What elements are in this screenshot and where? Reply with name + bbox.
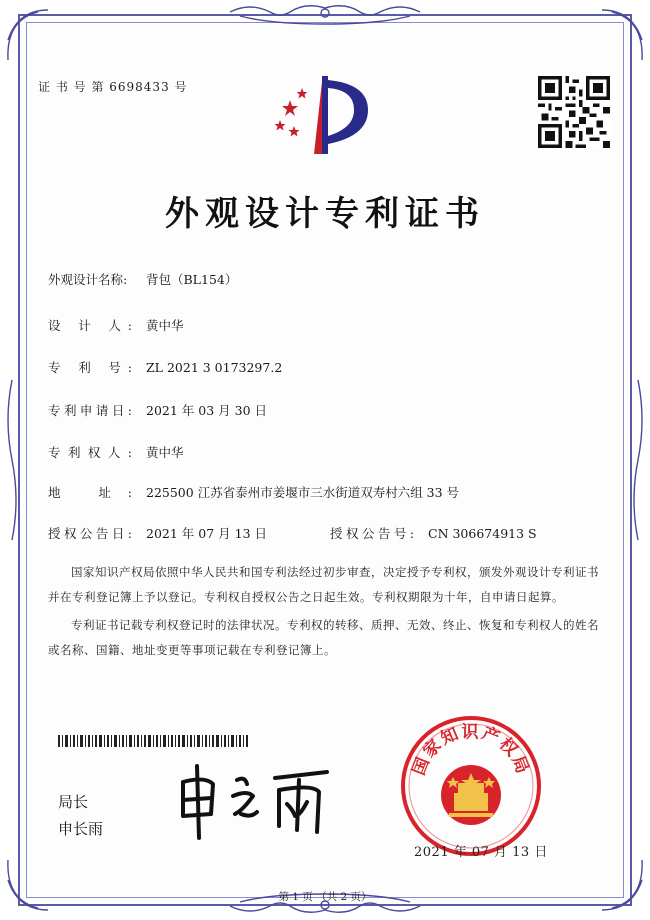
grant-date-label: 授权公告日: [48, 526, 132, 541]
filing-date-label: 专利申请日: [48, 403, 132, 418]
field-designer [48, 316, 184, 334]
cnipa-logo-icon [272, 70, 382, 154]
seal-text: 国家知识产权局 [408, 722, 534, 779]
address-label: 地 址: [48, 485, 132, 500]
signatory-title: 局长 [58, 793, 89, 811]
patentee-label: 专利权人: [48, 445, 132, 460]
field-patent-no [48, 358, 282, 376]
grant-date-value: 2021 年 07 月 13 日 [146, 526, 267, 541]
seal-date: 2021 年 07 月 13 日 [414, 845, 548, 860]
designer-value: 黄中华 [146, 318, 184, 333]
qr-code-icon [538, 76, 610, 148]
certificate-paragraph-2: 专利证书记载专利权登记时的法律状况。专利权的转移、质押、无效、终止、恢复和专利权人的姓名或名称、国籍、地址变更等事项记载在专利登记簿上。 [48, 618, 599, 657]
field-filing-date [48, 401, 267, 419]
patentee-value: 黄中华 [146, 445, 184, 460]
field-grant-no [330, 524, 537, 542]
signatory-name: 申长雨 [58, 820, 104, 838]
patent-no-value: ZL 2021 3 0173297.2 [146, 360, 283, 375]
field-patentee [48, 443, 184, 461]
field-address [48, 483, 459, 501]
grant-no-label: 授权公告号: [330, 526, 414, 541]
address-value: 225500 江苏省泰州市姜堰市三水街道双寿村六组 33 号 [146, 485, 460, 500]
barcode-icon [58, 735, 248, 747]
design-name-value: 背包（BL154） [146, 272, 238, 287]
designer-label: 设 计 人: [48, 318, 132, 333]
certificate-title: 外观设计专利证书 [165, 194, 485, 234]
certificate-paragraph-1: 国家知识产权局依照中华人民共和国专利法经过初步审查，决定授予专利权，颁发外观设计专利证书并在专利登记簿上予以登记。专利权自授权公告之日起生效。专利权期限为十年，自申请日起算。 [48, 565, 599, 604]
handwritten-signature [175, 760, 335, 840]
certificate-number: 证 书 号 第 6698433 号 [38, 80, 188, 94]
page-number: 第 1 页 （共 2 页） [278, 891, 372, 903]
grant-no-value: CN 306674913 S [428, 526, 537, 541]
patent-no-label: 专 利 号: [48, 360, 132, 375]
official-seal [400, 715, 542, 857]
field-grant-date [48, 524, 267, 542]
design-name-label: 外观设计名称: [48, 272, 128, 287]
field-design-name [48, 270, 237, 288]
filing-date-value: 2021 年 03 月 30 日 [146, 403, 267, 418]
